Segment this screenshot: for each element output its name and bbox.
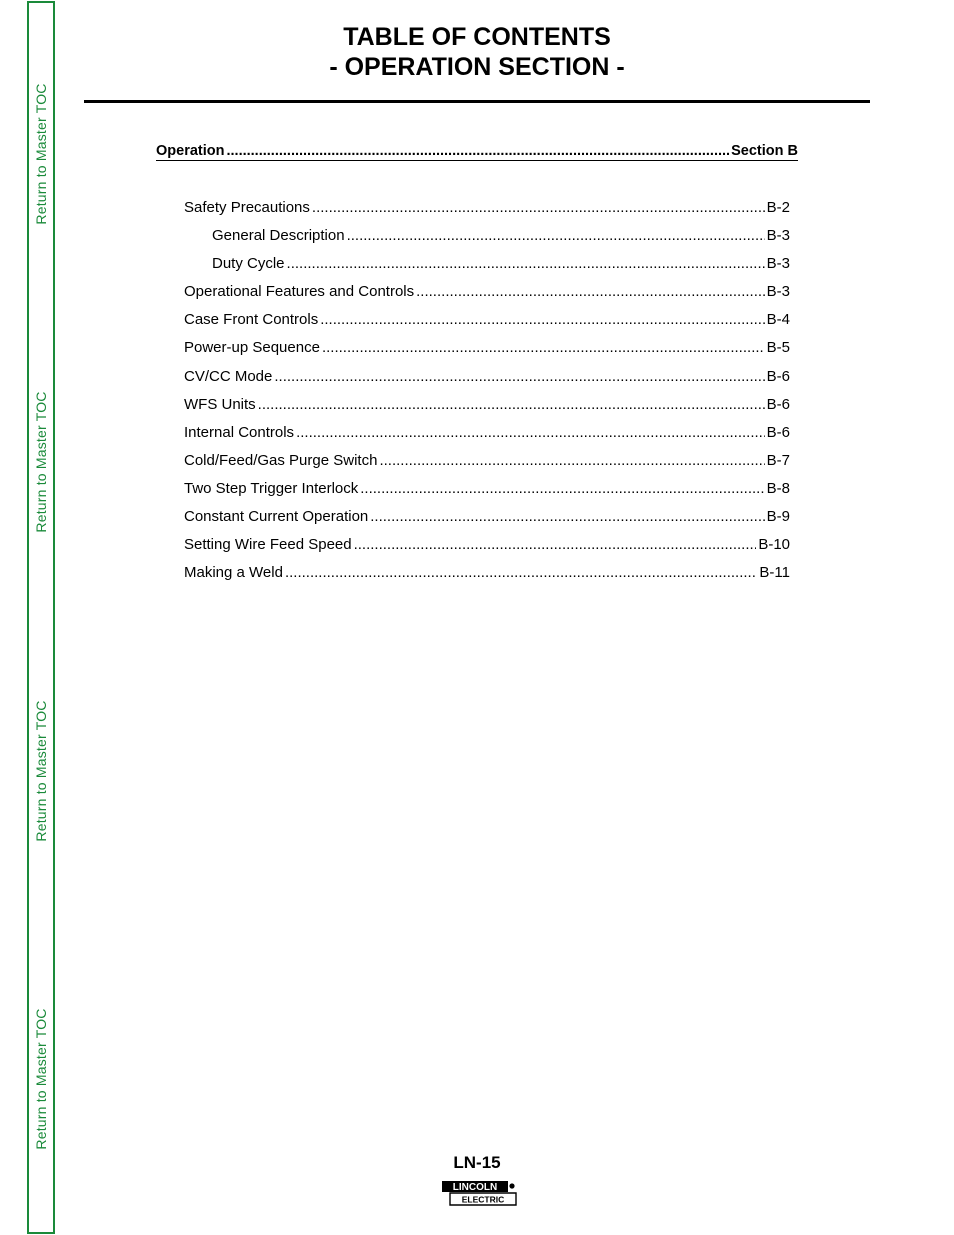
toc-entry-page: B-10 bbox=[758, 536, 790, 554]
leader-dots bbox=[379, 452, 764, 469]
leader-dots bbox=[322, 339, 765, 356]
svg-text:LINCOLN: LINCOLN bbox=[452, 1182, 498, 1193]
leader-dots bbox=[347, 227, 765, 244]
leader-dots bbox=[416, 283, 765, 300]
toc-entry[interactable] bbox=[184, 368, 790, 396]
toc-entry-page: B-3 bbox=[766, 255, 790, 273]
toc-entry[interactable] bbox=[184, 536, 790, 564]
leader-dots bbox=[354, 536, 757, 553]
toc-entry-label: Operational Features and Controls bbox=[184, 283, 415, 301]
toc-entry-page: B-6 bbox=[766, 423, 790, 441]
leader-dots bbox=[370, 508, 764, 525]
side-link-label[interactable]: Return to Master TOC bbox=[33, 700, 49, 842]
title-divider bbox=[84, 100, 870, 103]
leader-dots bbox=[258, 396, 765, 413]
toc-entry[interactable] bbox=[184, 283, 790, 311]
toc-entry-page: B-8 bbox=[766, 479, 790, 497]
toc-entry-page: B-6 bbox=[766, 395, 790, 413]
lincoln-electric-logo bbox=[440, 1179, 518, 1207]
toc-entry-page: B-5 bbox=[766, 339, 790, 357]
leader-dots bbox=[274, 368, 764, 385]
toc-entry[interactable] bbox=[184, 255, 790, 283]
title-line-1: TABLE OF CONTENTS bbox=[343, 23, 611, 51]
leader-dots bbox=[285, 564, 757, 581]
toc-entry[interactable] bbox=[184, 199, 790, 227]
leader-dots bbox=[360, 480, 764, 497]
toc-entry[interactable] bbox=[184, 311, 790, 339]
side-link-label[interactable]: Return to Master TOC bbox=[33, 391, 49, 533]
toc-entry-page: B-7 bbox=[766, 451, 790, 469]
section-heading-link[interactable] bbox=[156, 143, 798, 161]
toc-entry-page: B-11 bbox=[759, 564, 790, 582]
toc-entry-list bbox=[184, 199, 790, 592]
toc-entry-page: B-3 bbox=[766, 283, 790, 301]
leader-dots bbox=[296, 424, 765, 441]
title-line-2: - OPERATION SECTION - bbox=[329, 53, 625, 81]
toc-entry-label: Making a Weld bbox=[184, 564, 283, 582]
leader-dots bbox=[312, 199, 765, 216]
page-title bbox=[0, 22, 954, 82]
toc-entry-page: B-9 bbox=[766, 508, 790, 526]
toc-entry[interactable] bbox=[184, 564, 790, 592]
toc-entry[interactable] bbox=[184, 480, 790, 508]
toc-entry-label: Cold/Feed/Gas Purge Switch bbox=[184, 451, 378, 469]
toc-entry[interactable] bbox=[184, 452, 790, 480]
toc-entry-label: General Description bbox=[212, 227, 345, 245]
toc-entry-label: Constant Current Operation bbox=[184, 508, 369, 526]
toc-entry-page: B-3 bbox=[766, 227, 790, 245]
side-link-label[interactable]: Return to Master TOC bbox=[33, 83, 49, 225]
toc-entry-label: Safety Precautions bbox=[184, 199, 310, 216]
svg-text:ELECTRIC: ELECTRIC bbox=[461, 1194, 505, 1205]
section-label: Operation bbox=[156, 143, 225, 159]
toc-entry-label: Two Step Trigger Interlock bbox=[184, 479, 359, 497]
toc-entry-page: B-4 bbox=[766, 311, 790, 329]
toc-entry-label: Internal Controls bbox=[184, 423, 295, 441]
toc-entry-label: WFS Units bbox=[184, 395, 256, 413]
model-number: LN-15 bbox=[453, 1153, 501, 1172]
toc-entry[interactable] bbox=[184, 508, 790, 536]
toc-entry[interactable] bbox=[184, 339, 790, 367]
toc-entry-page: B-2 bbox=[766, 199, 790, 216]
toc-entry-label: Power-up Sequence bbox=[184, 339, 320, 357]
toc-entry-label: Setting Wire Feed Speed bbox=[184, 536, 352, 554]
side-link-label[interactable]: Return to Master TOC bbox=[33, 1008, 49, 1150]
leader-dots bbox=[226, 143, 729, 159]
leader-dots bbox=[320, 311, 764, 328]
toc-entry-label: Case Front Controls bbox=[184, 311, 319, 329]
toc-entry[interactable] bbox=[184, 227, 790, 255]
toc-entry-page: B-6 bbox=[766, 367, 790, 385]
toc-entry-label: CV/CC Mode bbox=[184, 367, 273, 385]
toc-entry[interactable] bbox=[184, 396, 790, 424]
section-page: Section B bbox=[731, 143, 798, 159]
toc-entry[interactable] bbox=[184, 424, 790, 452]
leader-dots bbox=[287, 255, 765, 272]
toc-entry-label: Duty Cycle bbox=[212, 255, 285, 273]
